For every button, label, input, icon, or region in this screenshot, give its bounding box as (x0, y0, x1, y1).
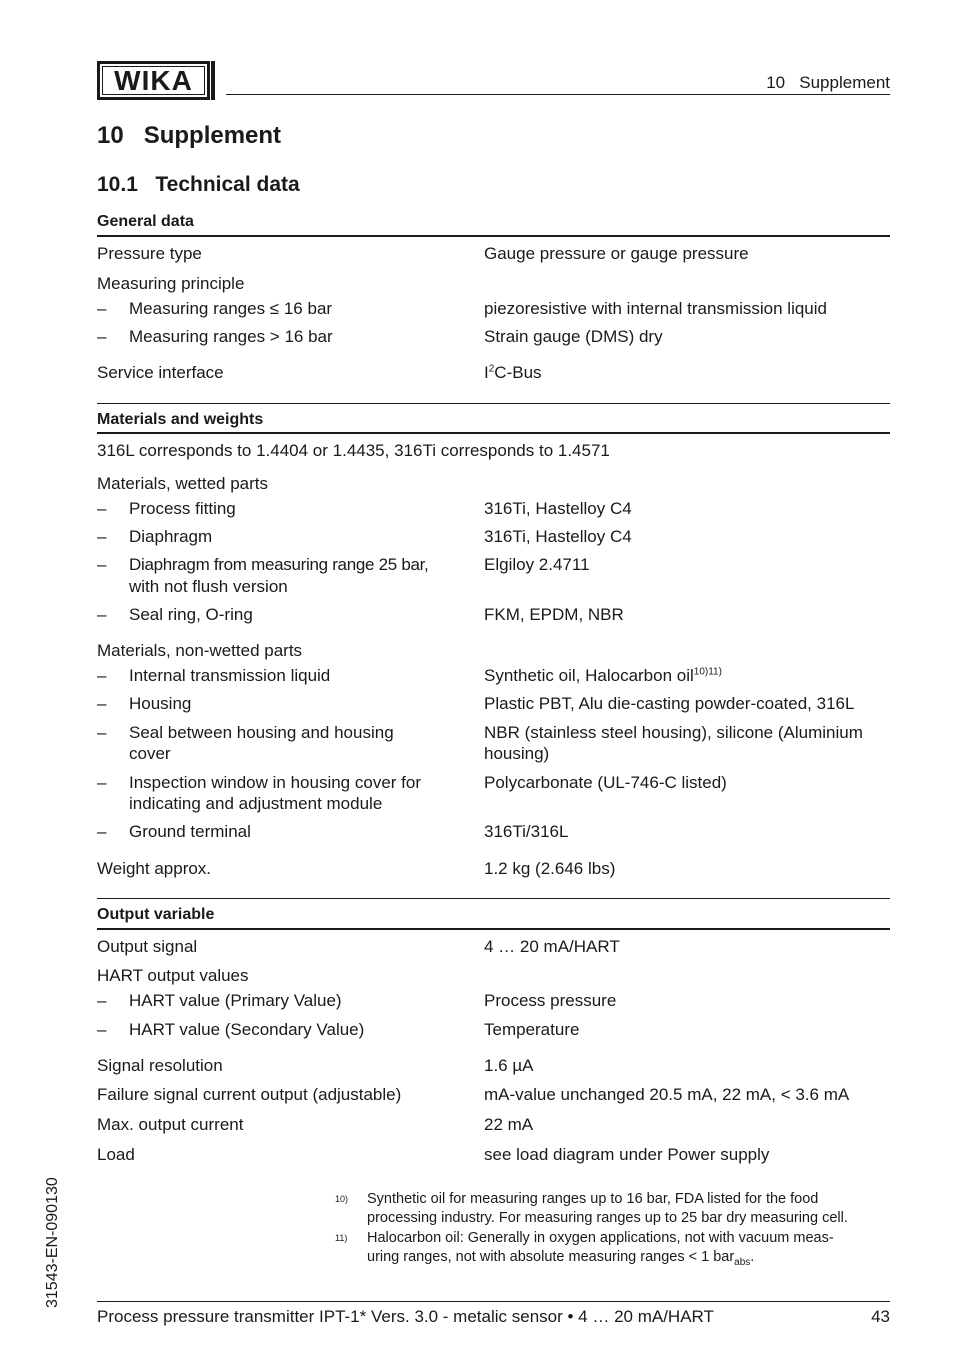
liquid-footnote-refs: 10)11) (693, 666, 722, 678)
wika-logo (97, 61, 210, 100)
dash: – (97, 327, 107, 346)
housing-value: Plastic PBT, Alu die-casting powder-coated, 316L (484, 694, 855, 713)
housing-label: Housing (129, 694, 192, 713)
service-value-prefix: I (484, 363, 489, 382)
footnote-11-line1: Halocarbon oil: Generally in oxygen applications, not with vacuum meas- (367, 1230, 834, 1246)
load-label: Load (97, 1145, 135, 1164)
weight-value: 1.2 kg (2.646 lbs) (484, 859, 616, 878)
rule (97, 235, 890, 237)
nonwetted-label: Materials, non-wetted parts (97, 641, 303, 660)
signal-label: Output signal (97, 937, 198, 956)
dash: – (97, 666, 107, 685)
footer-title: Process pressure transmitter IPT-1* Vers. 3.0 - metalic sensor • 4 … 20 mA/HART (97, 1307, 714, 1326)
footnote-number: 11) (335, 1233, 348, 1243)
seal-label: Seal ring, O-ring (129, 605, 253, 624)
materials-title: Materials and weights (97, 411, 264, 428)
window-label-2: indicating and adjustment module (129, 794, 383, 813)
rule (97, 898, 890, 899)
document-code: 31543-EN-090130 (44, 1177, 61, 1308)
dash: – (97, 991, 107, 1010)
seal-value: FKM, EPDM, NBR (484, 605, 624, 624)
resolution-value: 1.6 µA (484, 1056, 534, 1075)
range-low-label: Measuring ranges ≤ 16 bar (129, 299, 333, 318)
logo-bar (211, 61, 215, 100)
liquid-value (484, 665, 722, 686)
logo-text: WIKA (102, 66, 205, 95)
header-rule (226, 94, 890, 95)
primary-label: HART value (Primary Value) (129, 991, 342, 1010)
dash: – (97, 499, 107, 518)
diaphragm25-label-1: Diaphragm from measuring range 25 bar, (129, 555, 429, 574)
dash: – (97, 605, 107, 624)
page-number: 43 (871, 1307, 890, 1326)
diaphragm25-label-2: with not flush version (129, 577, 288, 596)
general-data-title: General data (97, 213, 194, 230)
dash: – (97, 1020, 107, 1039)
dash: – (97, 299, 107, 318)
housing-seal-value-2: housing) (484, 744, 550, 763)
service-value-suffix: C-Bus (494, 363, 542, 382)
rule (97, 928, 890, 930)
housing-seal-label-1: Seal between housing and housing (129, 723, 394, 742)
dash: – (97, 527, 107, 546)
secondary-value: Temperature (484, 1020, 580, 1039)
primary-value: Process pressure (484, 991, 617, 1010)
chapter-title: 10 Supplement (97, 122, 282, 149)
output-title: Output variable (97, 906, 215, 923)
footnote-11-end: . (750, 1249, 755, 1265)
service-label: Service interface (97, 363, 224, 382)
range-high-label: Measuring ranges > 16 bar (129, 327, 333, 346)
service-value-sup: 2 (488, 363, 495, 375)
range-low-value: piezoresistive with internal transmission liquid (484, 299, 827, 318)
diaphragm25-value: Elgiloy 2.4711 (484, 555, 590, 574)
principle-label: Measuring principle (97, 274, 245, 293)
footnote-11-line2 (367, 1248, 754, 1272)
process-fitting-label: Process fitting (129, 499, 236, 518)
max-current-label: Max. output current (97, 1115, 244, 1134)
liquid-value-text: Synthetic oil, Halocarbon oil (484, 666, 694, 685)
window-value: Polycarbonate (UL-746-C listed) (484, 773, 727, 792)
housing-seal-value-1: NBR (stainless steel housing), silicone (Aluminium (484, 723, 863, 742)
secondary-label: HART value (Secondary Value) (129, 1020, 365, 1039)
footnote-10-line1: Synthetic oil for measuring ranges up to 16 bar, FDA listed for the food (367, 1191, 819, 1207)
window-label-1: Inspection window in housing cover for (129, 773, 421, 792)
footnote-10-line2: processing industry. For measuring ranges up to 25 bar dry measuring cell. (367, 1210, 848, 1226)
wetted-label: Materials, wetted parts (97, 474, 269, 493)
failure-value: mA-value unchanged 20.5 mA, 22 mA, < 3.6 mA (484, 1085, 850, 1104)
footnote-number: 10) (335, 1194, 349, 1204)
diaphragm-value: 316Ti, Hastelloy C4 (484, 527, 632, 546)
ground-label: Ground terminal (129, 822, 251, 841)
pressure-type-label: Pressure type (97, 244, 202, 263)
header-section: 10 Supplement (766, 73, 890, 92)
ground-value: 316Ti/316L (484, 822, 569, 841)
correspondence: 316L corresponds to 1.4404 or 1.4435, 316Ti corresponds to 1.4571 (97, 441, 610, 460)
range-high-value: Strain gauge (DMS) dry (484, 327, 663, 346)
liquid-label: Internal transmission liquid (129, 666, 331, 685)
footer-rule (97, 1301, 890, 1302)
hart-label: HART output values (97, 966, 249, 985)
dash: – (97, 694, 107, 713)
dash: – (97, 723, 107, 742)
signal-value: 4 … 20 mA/HART (484, 937, 620, 956)
rule (97, 403, 890, 404)
resolution-label: Signal resolution (97, 1056, 223, 1075)
footnote-11-line2-text: uring ranges, not with absolute measuring ranges < 1 bar (367, 1249, 735, 1265)
load-value: see load diagram under Power supply (484, 1145, 770, 1164)
max-current-value: 22 mA (484, 1115, 534, 1134)
dash: – (97, 555, 107, 574)
failure-label: Failure signal current output (adjustable) (97, 1085, 402, 1104)
weight-label: Weight approx. (97, 859, 212, 878)
process-fitting-value: 316Ti, Hastelloy C4 (484, 499, 632, 518)
section-title: 10.1 Technical data (97, 173, 300, 196)
service-value (484, 362, 542, 383)
housing-seal-label-2: cover (129, 744, 171, 763)
dash: – (97, 822, 107, 841)
dash: – (97, 773, 107, 792)
pressure-type-value: Gauge pressure or gauge pressure (484, 244, 749, 263)
rule (97, 432, 890, 434)
diaphragm-label: Diaphragm (129, 527, 213, 546)
footnote-11-subscript: abs (734, 1256, 751, 1268)
